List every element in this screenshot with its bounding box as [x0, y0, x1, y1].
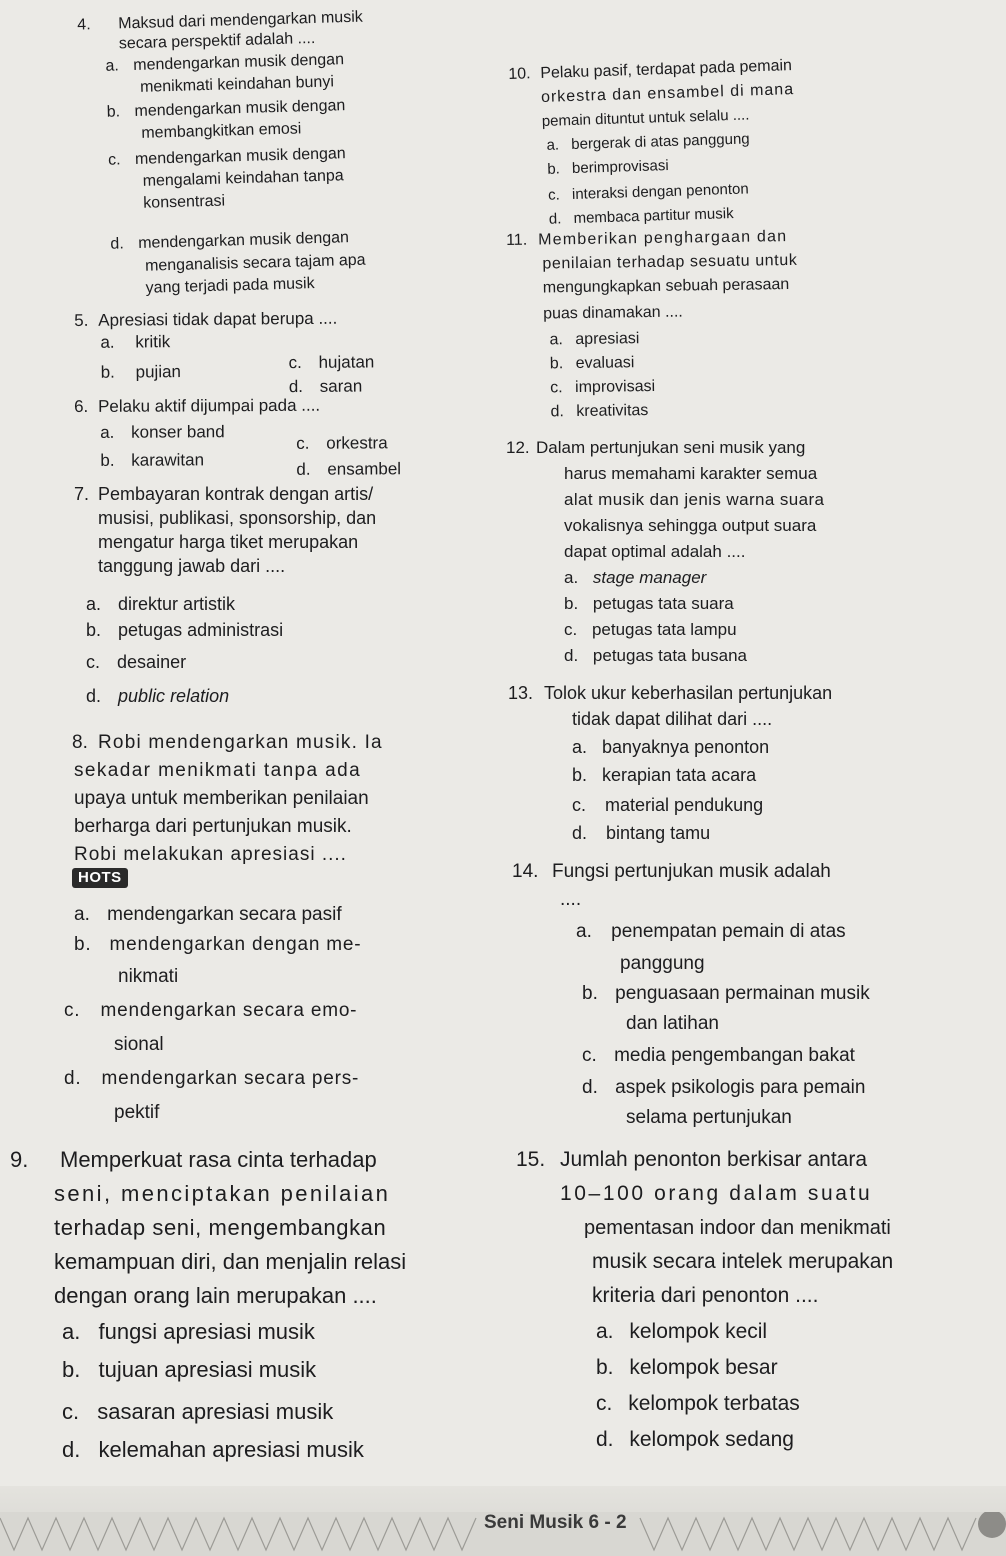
- option-text: orkestra: [326, 433, 388, 453]
- option-text: interaksi dengan penonton: [571, 180, 749, 204]
- option-a[interactable]: [564, 566, 706, 590]
- option-text: mendengarkan dengan me-: [109, 934, 362, 955]
- option-letter: c.: [288, 353, 302, 373]
- option-letter: b.: [596, 1356, 614, 1379]
- option-c[interactable]: [582, 1042, 855, 1070]
- option-text: aspek psikologis para pemain: [615, 1077, 866, 1098]
- option-letter: b.: [86, 620, 102, 640]
- question-stem-line: musik secara intelek merupakan: [592, 1250, 894, 1273]
- question-stem-line: Pelaku aktif dijumpai pada ....: [98, 395, 321, 416]
- option-letter: d.: [550, 403, 565, 421]
- option-text: kelemahan apresiasi musik: [98, 1437, 364, 1462]
- option-b[interactable]: [582, 980, 870, 1008]
- option-c[interactable]: [550, 376, 655, 399]
- option-b[interactable]: [101, 361, 181, 384]
- option-c[interactable]: [86, 650, 186, 674]
- option-text: fungsi apresiasi musik: [98, 1319, 315, 1344]
- option-letter: c.: [572, 795, 587, 815]
- option-text: pujian: [135, 362, 182, 382]
- question-stem-line: Robi melakukan apresiasi ....: [74, 844, 347, 865]
- option-b[interactable]: [100, 449, 204, 472]
- option-c[interactable]: [288, 351, 374, 374]
- option-d[interactable]: [62, 1434, 364, 1466]
- question-number: 11.: [506, 231, 528, 249]
- option-letter: b.: [62, 1357, 81, 1382]
- option-text: petugas administrasi: [118, 620, 284, 640]
- option-text: improvisasi: [574, 377, 656, 397]
- question-number: 14.: [512, 861, 539, 882]
- option-letter: d.: [564, 646, 579, 665]
- option-a[interactable]: [100, 331, 170, 354]
- option-letter: a.: [572, 737, 588, 757]
- option-text: petugas tata suara: [592, 594, 734, 613]
- option-letter: d.: [582, 1077, 598, 1098]
- option-letter: c.: [550, 379, 563, 397]
- option-continuation: selama pertunjukan: [626, 1107, 792, 1128]
- question-stem-line: Dalam pertunjukan seni musik yang: [536, 438, 806, 457]
- option-letter: b.: [106, 103, 121, 121]
- option-letter: c.: [582, 1045, 597, 1066]
- question-stem-line: musisi, publikasi, sponsorship, dan: [98, 508, 377, 528]
- question-stem-line: dapat optimal adalah ....: [564, 542, 746, 561]
- option-text: media pengembangan bakat: [614, 1045, 855, 1066]
- option-d[interactable]: [564, 644, 747, 668]
- option-continuation: dan latihan: [626, 1013, 719, 1034]
- option-text: mendengarkan musik dengan: [134, 145, 346, 169]
- option-text: petugas tata lampu: [591, 620, 737, 639]
- option-b[interactable]: [74, 932, 361, 958]
- option-b[interactable]: [86, 618, 283, 642]
- question-number: 5.: [74, 310, 89, 330]
- question-stem-line: tanggung jawab dari ....: [98, 556, 286, 576]
- option-letter: a.: [549, 331, 563, 349]
- option-continuation: pektif: [114, 1102, 160, 1123]
- question-stem-line: upaya untuk memberikan penilaian: [74, 788, 369, 809]
- option-text: kelompok sedang: [629, 1428, 794, 1451]
- option-letter: a.: [62, 1319, 81, 1344]
- option-letter: a.: [86, 594, 102, 614]
- option-d[interactable]: [64, 1066, 359, 1092]
- option-text: penempatan pemain di atas: [611, 921, 846, 942]
- option-text: kelompok kecil: [629, 1320, 768, 1343]
- option-text: membaca partitur musik: [573, 204, 734, 228]
- option-letter: d.: [572, 823, 588, 843]
- option-a[interactable]: [62, 1316, 315, 1348]
- option-letter: d.: [62, 1437, 81, 1462]
- question-stem-line: pementasan indoor dan menikmati: [584, 1217, 891, 1239]
- option-letter: a.: [564, 568, 579, 587]
- option-d[interactable]: [550, 400, 648, 423]
- option-d[interactable]: [549, 203, 734, 230]
- option-letter: d.: [64, 1068, 82, 1089]
- option-letter: a.: [596, 1320, 614, 1343]
- question-stem-line: seni, menciptakan penilaian: [54, 1181, 391, 1206]
- question-stem-line: penilaian terhadap sesuatu untuk: [542, 251, 798, 273]
- option-text: kerapian tata acara: [602, 765, 757, 785]
- option-b[interactable]: [62, 1354, 316, 1386]
- option-text: hujatan: [318, 352, 375, 372]
- option-text: evaluasi: [575, 354, 635, 373]
- option-text: bergerak di atas panggung: [570, 130, 750, 154]
- option-letter: a.: [546, 136, 560, 154]
- question-stem-line: Pembayaran kontrak dengan artis/: [98, 484, 374, 504]
- option-c[interactable]: [62, 1396, 333, 1428]
- option-d[interactable]: [86, 684, 229, 708]
- question-stem-line: mengatur harga tiket merupakan: [98, 532, 359, 552]
- question-stem-line: harus memahami karakter semua: [564, 464, 818, 483]
- option-c[interactable]: [596, 1388, 800, 1420]
- option-continuation: konsentrasi: [143, 192, 226, 212]
- option-text: sasaran apresiasi musik: [97, 1399, 334, 1424]
- question-stem-line: terhadap seni, mengembangkan: [54, 1215, 387, 1240]
- option-text: public relation: [118, 686, 230, 706]
- option-text: saran: [319, 376, 363, 396]
- question-stem-line: Jumlah penonton berkisar antara: [560, 1148, 868, 1171]
- option-text: direktur artistik: [118, 594, 236, 614]
- option-d[interactable]: [296, 458, 401, 481]
- option-letter: d.: [296, 459, 311, 479]
- option-text: bintang tamu: [606, 823, 711, 843]
- option-text: konser band: [131, 422, 225, 442]
- option-b[interactable]: [564, 592, 734, 616]
- option-letter: b.: [572, 765, 588, 785]
- option-d[interactable]: [596, 1424, 794, 1456]
- question-stem-line: Fungsi pertunjukan musik adalah: [552, 861, 831, 882]
- option-continuation: menganalisis secara tajam apa: [144, 251, 366, 275]
- option-letter: d.: [110, 235, 125, 253]
- question-stem-line: kemampuan diri, dan menjalin relasi: [54, 1249, 407, 1274]
- option-text: kreativitas: [576, 402, 649, 421]
- option-letter: a.: [100, 332, 115, 352]
- option-text: mendengarkan secara pasif: [107, 904, 342, 925]
- option-text: tujuan apresiasi musik: [98, 1357, 317, 1382]
- option-b[interactable]: [547, 155, 669, 180]
- option-letter: b.: [74, 934, 92, 955]
- option-letter: b.: [100, 450, 115, 470]
- option-letter: b.: [564, 594, 579, 613]
- option-letter: c.: [107, 151, 121, 169]
- question-stem-line: Apresiasi tidak dapat berupa ....: [98, 308, 338, 330]
- option-a[interactable]: [86, 592, 235, 616]
- option-a[interactable]: [546, 128, 750, 155]
- option-b[interactable]: [596, 1352, 778, 1384]
- question-stem-line: 10–100 orang dalam suatu: [560, 1182, 873, 1205]
- option-letter: b.: [100, 362, 115, 382]
- question-stem-line: Robi mendengarkan musik. Ia: [98, 732, 383, 753]
- option-text: mendengarkan musik dengan: [133, 51, 345, 75]
- footer-book-title: Seni Musik 6 - 2: [484, 1512, 627, 1533]
- question-number: 12.: [506, 438, 530, 457]
- option-a[interactable]: [572, 734, 769, 760]
- option-text: stage manager: [592, 568, 707, 587]
- option-c[interactable]: [296, 432, 388, 454]
- option-letter: c.: [547, 186, 561, 204]
- option-text: berimprovisasi: [571, 157, 669, 178]
- question-number: 4.: [77, 16, 91, 34]
- option-b[interactable]: [550, 352, 635, 375]
- option-letter: c.: [596, 1392, 613, 1415]
- question-stem-line: vokalisnya sehingga output suara: [564, 516, 817, 535]
- option-c[interactable]: [572, 792, 763, 818]
- question-number: 8.: [72, 732, 88, 753]
- option-a[interactable]: [576, 918, 846, 946]
- option-letter: c.: [296, 433, 310, 453]
- question-stem-line: tidak dapat dilihat dari ....: [572, 709, 773, 729]
- question-stem-line: dengan orang lain merupakan ....: [54, 1283, 377, 1308]
- option-text: banyaknya penonton: [602, 737, 770, 757]
- option-d[interactable]: [582, 1074, 865, 1102]
- option-text: desainer: [117, 652, 187, 672]
- option-letter: a.: [74, 904, 90, 925]
- option-letter: a.: [105, 57, 120, 75]
- option-continuation: membangkitkan emosi: [141, 120, 302, 142]
- option-text: mendengarkan musik dengan: [134, 97, 346, 121]
- question-stem-line: orkestra dan ensambel di mana: [540, 81, 795, 106]
- option-text: karawitan: [131, 450, 205, 470]
- question-stem-line: secara perspektif adalah ....: [118, 29, 316, 53]
- option-letter: b.: [582, 983, 598, 1004]
- option-text: penguasaan permainan musik: [615, 983, 870, 1004]
- option-text: mendengarkan musik dengan: [137, 229, 350, 252]
- option-b[interactable]: [106, 95, 345, 123]
- option-letter: d.: [288, 377, 304, 397]
- question-number: 13.: [508, 683, 534, 703]
- option-continuation: nikmati: [118, 966, 179, 987]
- option-text: kritik: [135, 332, 171, 352]
- question-stem-line: alat musik dan jenis warna suara: [564, 490, 825, 509]
- question-number: 6.: [74, 396, 89, 416]
- question-stem-line: kriteria dari penonton ....: [592, 1284, 819, 1307]
- option-letter: d.: [596, 1428, 614, 1451]
- option-letter: c.: [62, 1399, 80, 1424]
- option-text: material pendukung: [605, 795, 764, 815]
- option-continuation: panggung: [620, 953, 705, 974]
- option-letter: c.: [86, 652, 101, 672]
- option-text: mendengarkan secara pers-: [101, 1068, 360, 1089]
- question-number: 9.: [10, 1147, 29, 1172]
- option-letter: b.: [547, 160, 561, 178]
- option-letter: a.: [576, 921, 592, 942]
- option-text: apresiasi: [575, 330, 640, 349]
- question-stem-line: puas dinamakan ....: [543, 303, 683, 323]
- question-stem-line: Memberikan penghargaan dan: [538, 228, 788, 249]
- question-number: 10.: [508, 65, 531, 83]
- option-letter: c.: [564, 620, 578, 639]
- option-c[interactable]: [564, 618, 737, 642]
- option-a[interactable]: [100, 421, 225, 444]
- option-letter: d.: [548, 210, 562, 228]
- question-number: 15.: [516, 1148, 546, 1171]
- option-continuation: yang terjadi pada musik: [145, 275, 315, 297]
- question-stem-line: berharga dari pertunjukan musik.: [74, 816, 352, 837]
- option-text: kelompok terbatas: [628, 1392, 800, 1415]
- hots-badge: HOTS: [72, 868, 128, 888]
- option-a[interactable]: [74, 902, 342, 928]
- option-text: ensambel: [327, 459, 402, 479]
- option-text: petugas tata busana: [592, 646, 747, 665]
- option-d[interactable]: [572, 820, 710, 846]
- option-c[interactable]: [548, 179, 749, 206]
- option-text: kelompok besar: [629, 1356, 778, 1379]
- question-stem-line: Memperkuat rasa cinta terhadap: [60, 1147, 377, 1172]
- option-letter: c.: [64, 1000, 81, 1021]
- question-stem-line: sekadar menikmati tanpa ada: [74, 760, 362, 781]
- option-continuation: sional: [114, 1034, 164, 1055]
- option-letter: a.: [100, 422, 115, 442]
- option-continuation: menikmati keindahan bunyi: [139, 73, 335, 96]
- question-stem-line: mengungkapkan sebuah perasaan: [542, 276, 790, 297]
- option-continuation: mengalami keindahan tanpa: [142, 167, 344, 190]
- question-number: 7.: [74, 484, 90, 504]
- question-stem-line: ....: [560, 889, 582, 910]
- option-c[interactable]: [64, 998, 357, 1024]
- option-text: mendengarkan secara emo-: [100, 1000, 358, 1021]
- question-stem-line: Tolok ukur keberhasilan pertunjukan: [544, 683, 833, 703]
- question-stem-line: Pelaku pasif, terdapat pada pemain: [540, 57, 793, 82]
- option-a[interactable]: [549, 328, 639, 351]
- option-letter: b.: [549, 355, 564, 373]
- option-a[interactable]: [596, 1316, 767, 1348]
- option-letter: d.: [86, 686, 102, 706]
- question-stem-line: Maksud dari mendengarkan musik: [118, 8, 363, 33]
- question-stem-line: pemain dituntut untuk selalu ....: [541, 106, 750, 130]
- option-b[interactable]: [572, 762, 756, 788]
